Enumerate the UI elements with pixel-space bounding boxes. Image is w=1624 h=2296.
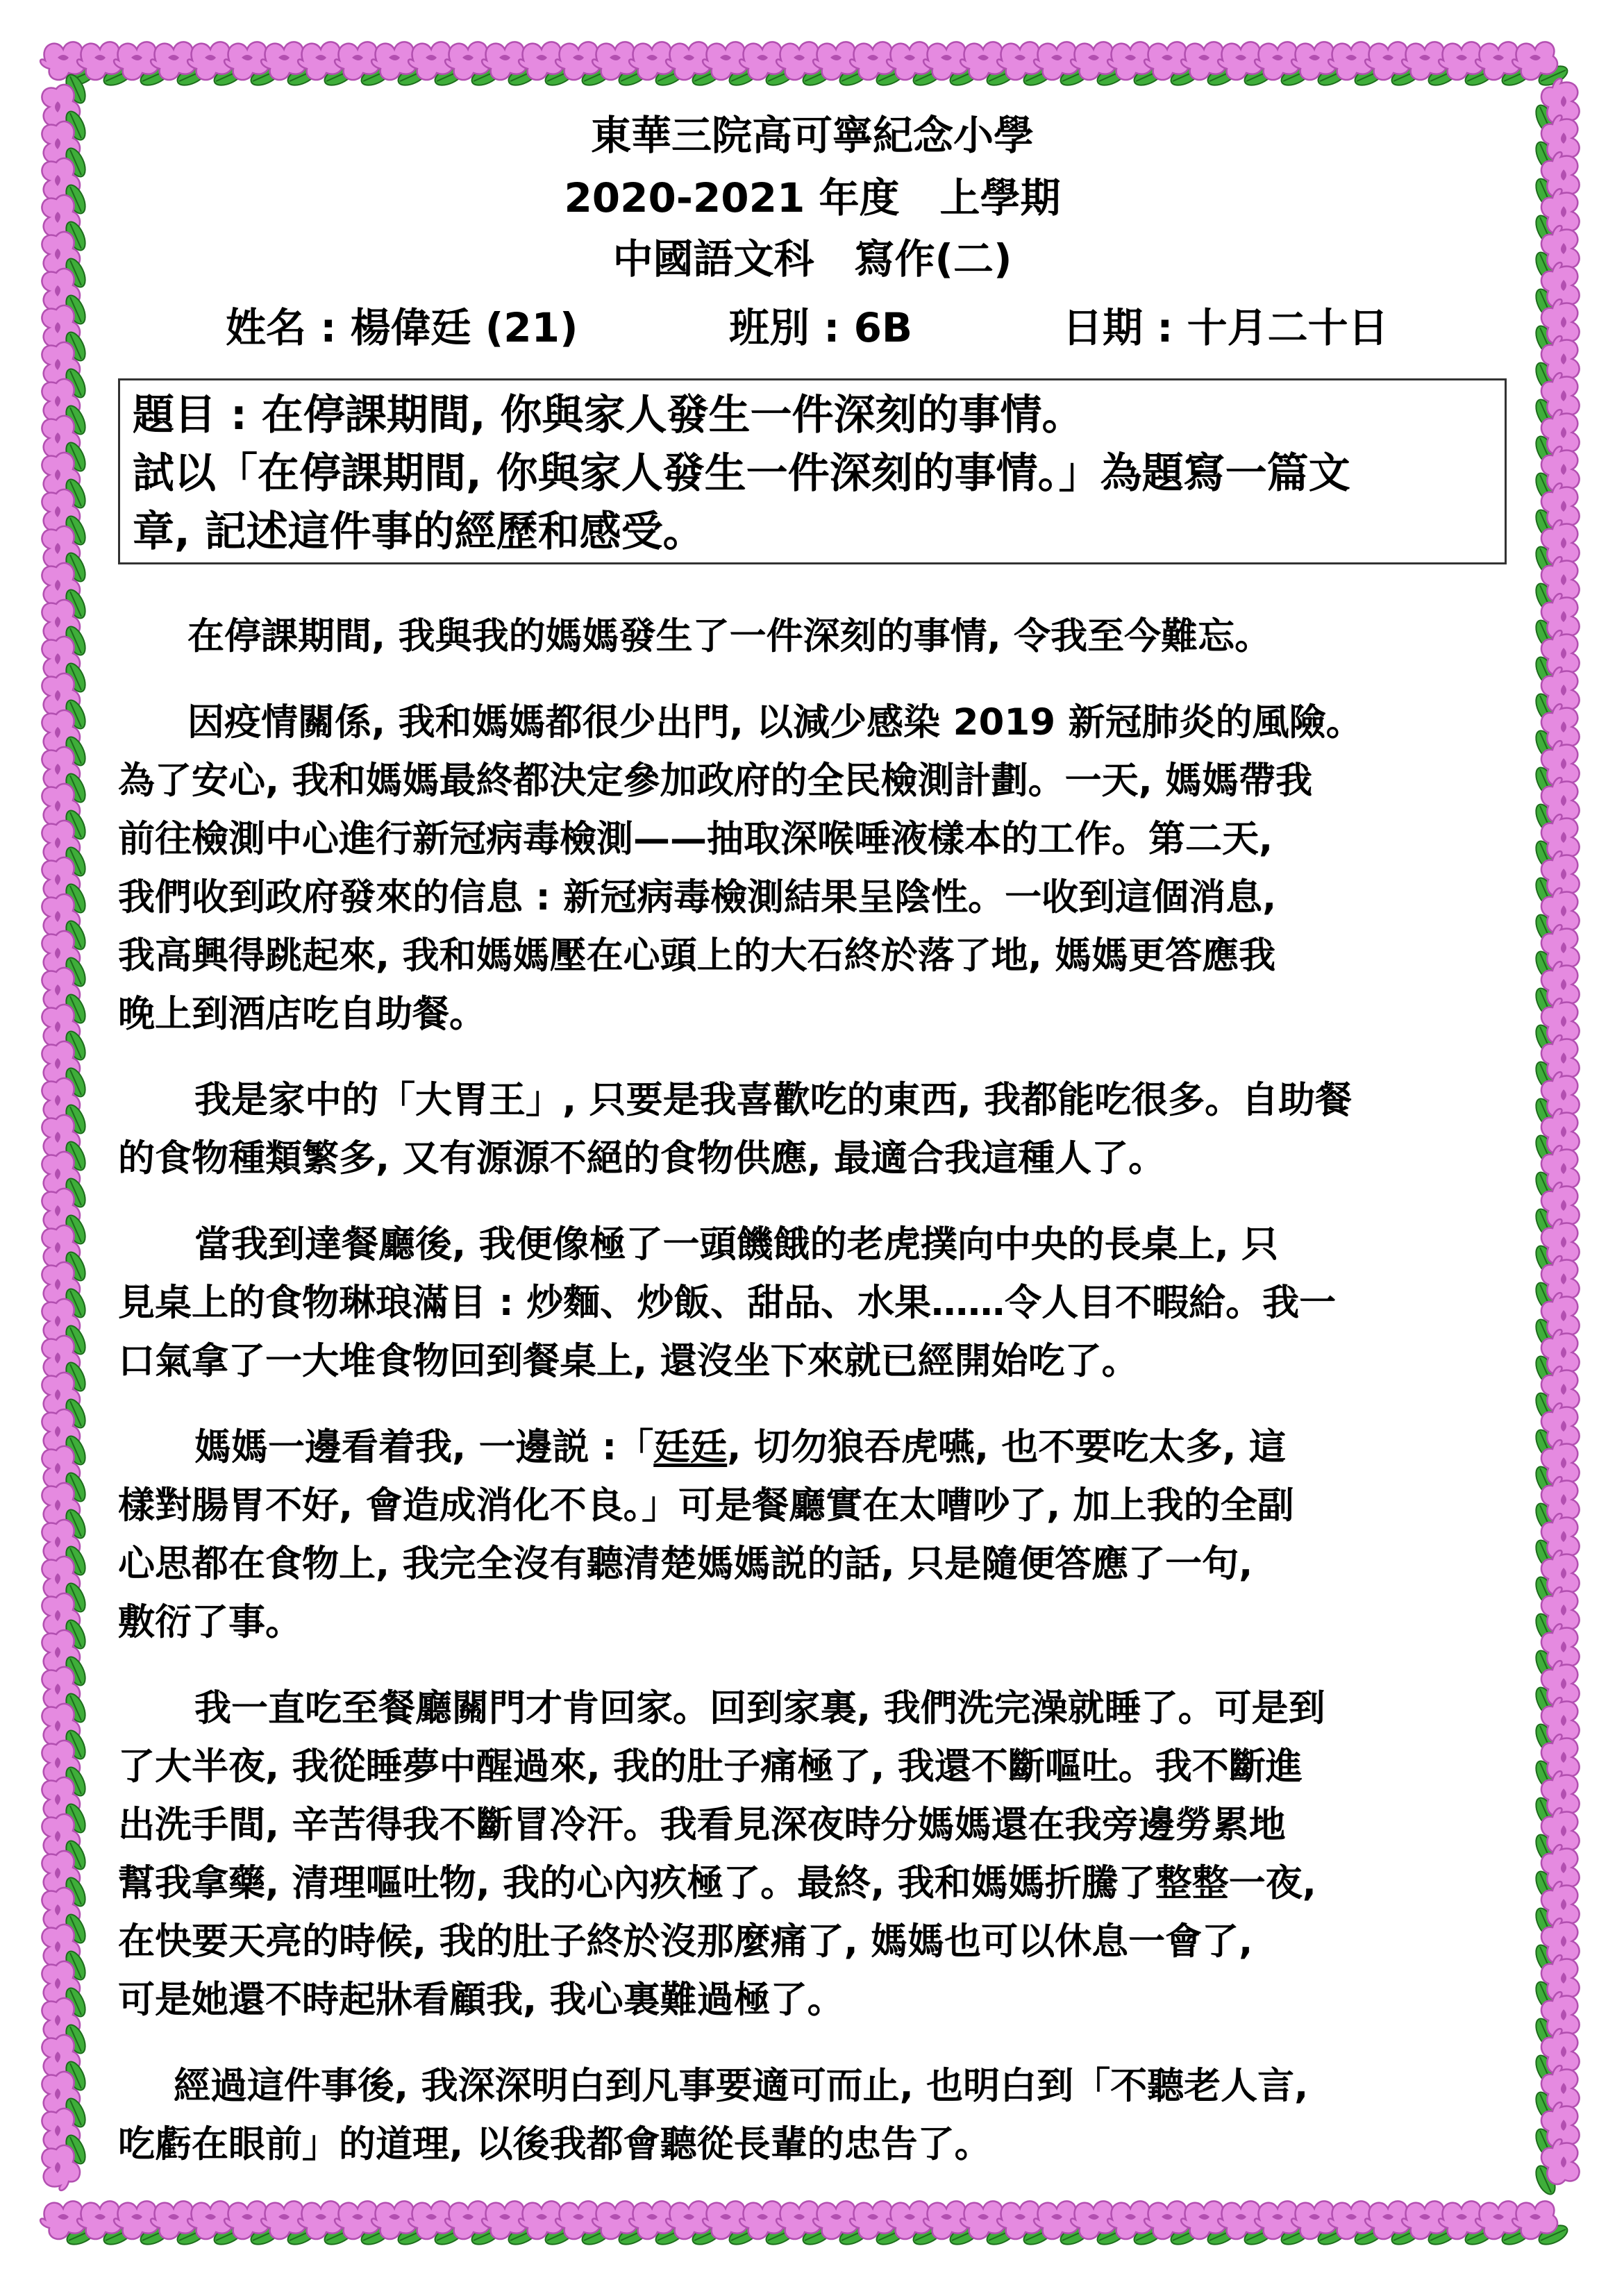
essay-line (118, 1418, 1507, 1477)
term-title: 2020-2021 年度 上學期 (564, 174, 1061, 221)
topic-line: 章, 記述這件事的經歷和感受。 (133, 508, 705, 556)
essay-text: 媽媽一邊看着我, 一邊説 :「 (194, 1426, 654, 1468)
essay-line: 因疫情關係, 我和媽媽都很少出門, 以減少感染 2019 新冠肺炎的風險。 (187, 701, 1363, 744)
topic-box (118, 378, 1507, 564)
topic-line: 試以「在停課期間, 你與家人發生一件深刻的事情。」為題寫一篇文 (133, 449, 1350, 498)
essay-line: 心思都在食物上, 我完全沒有聽清楚媽媽説的話, 只是隨便答應了一句, (118, 1543, 1253, 1585)
underlined-name: 廷廷 (653, 1426, 728, 1468)
essay-line: 前往檢測中心進行新冠病毒檢測——抽取深喉唾液樣本的工作。第二天, (118, 818, 1273, 860)
essay-line: 樣對腸胃不好, 會造成消化不良。」可是餐廳實在太嘈吵了, 加上我的全副 (118, 1484, 1294, 1527)
essay-line: 幫我拿藥, 清理嘔吐物, 我的心內疚極了。最終, 我和媽媽折騰了整整一夜, (118, 1862, 1316, 1904)
essay-line: 我一直吃至餐廳關門才肯回家。回到家裏, 我們洗完澡就睡了。可是到 (194, 1687, 1325, 1729)
essay-line: 當我到達餐廳後, 我便像極了一頭饑餓的老虎撲向中央的長桌上, 只 (194, 1223, 1279, 1266)
essay-line: 吃虧在眼前」的道理, 以後我都會聽從長輩的忠告了。 (118, 2123, 991, 2165)
essay-line: 我高興得跳起來, 我和媽媽壓在心頭上的大石終於落了地, 媽媽更答應我 (118, 935, 1276, 977)
subject-title: 中國語文科 寫作(二) (612, 235, 1012, 283)
essay-line: 了大半夜, 我從睡夢中醒過來, 我的肚子痛極了, 我還不斷嘔吐。我不斷進 (118, 1745, 1303, 1788)
essay-body (118, 607, 1507, 2174)
topic-line: 題目 : 在停課期間, 你與家人發生一件深刻的事情。 (133, 391, 1084, 439)
essay-line: 晚上到酒店吃自助餐。 (118, 993, 486, 1035)
essay-line: 口氣拿了一大堆食物回到餐桌上, 還沒坐下來就已經開始吃了。 (118, 1340, 1139, 1382)
essay-line: 在快要天亮的時候, 我的肚子終於沒那麼痛了, 媽媽也可以休息一會了, (118, 1920, 1253, 1963)
essay-line: 經過這件事後, 我深深明白到凡事要適可而止, 也明白到「不聽老人言, (174, 2065, 1309, 2107)
essay-text: , 切勿狼吞虎嚥, 也不要吃太多, 這 (727, 1426, 1286, 1468)
essay-line: 我是家中的「大胃王」, 只要是我喜歡吃的東西, 我都能吃很多。自助餐 (194, 1079, 1353, 1121)
essay-line: 在停課期間, 我與我的媽媽發生了一件深刻的事情, 令我至今難忘。 (187, 615, 1272, 657)
essay-line: 的食物種類繁多, 又有源源不絕的食物供應, 最適合我這種人了。 (118, 1137, 1166, 1180)
essay-line: 出洗手間, 辛苦得我不斷冒冷汗。我看見深夜時分媽媽還在我旁邊勞累地 (118, 1804, 1286, 1846)
school-name: 東華三院高可寧紀念小學 (590, 112, 1034, 159)
student-name: 姓名 : 楊偉廷 (21) (226, 304, 578, 351)
essay-line: 為了安心, 我和媽媽最終都決定參加政府的全民檢測計劃。一天, 媽媽帶我 (118, 760, 1313, 802)
essay-line: 見桌上的食物琳琅滿目 : 炒麵、炒飯、甜品、水果……令人目不暇給。我一 (118, 1282, 1337, 1324)
student-class: 班別 : 6B (729, 304, 913, 351)
essay-date: 日期 : 十月二十日 (1062, 304, 1389, 351)
essay-line: 敷衍了事。 (118, 1601, 302, 1643)
document-content (118, 104, 1507, 2187)
essay-line: 我們收到政府發來的信息 : 新冠病毒檢測結果呈陰性。一收到這個消息, (118, 876, 1277, 919)
student-info (118, 300, 1507, 355)
essay-line: 可是她還不時起牀看顧我, 我心裏難過極了。 (118, 1979, 844, 2021)
